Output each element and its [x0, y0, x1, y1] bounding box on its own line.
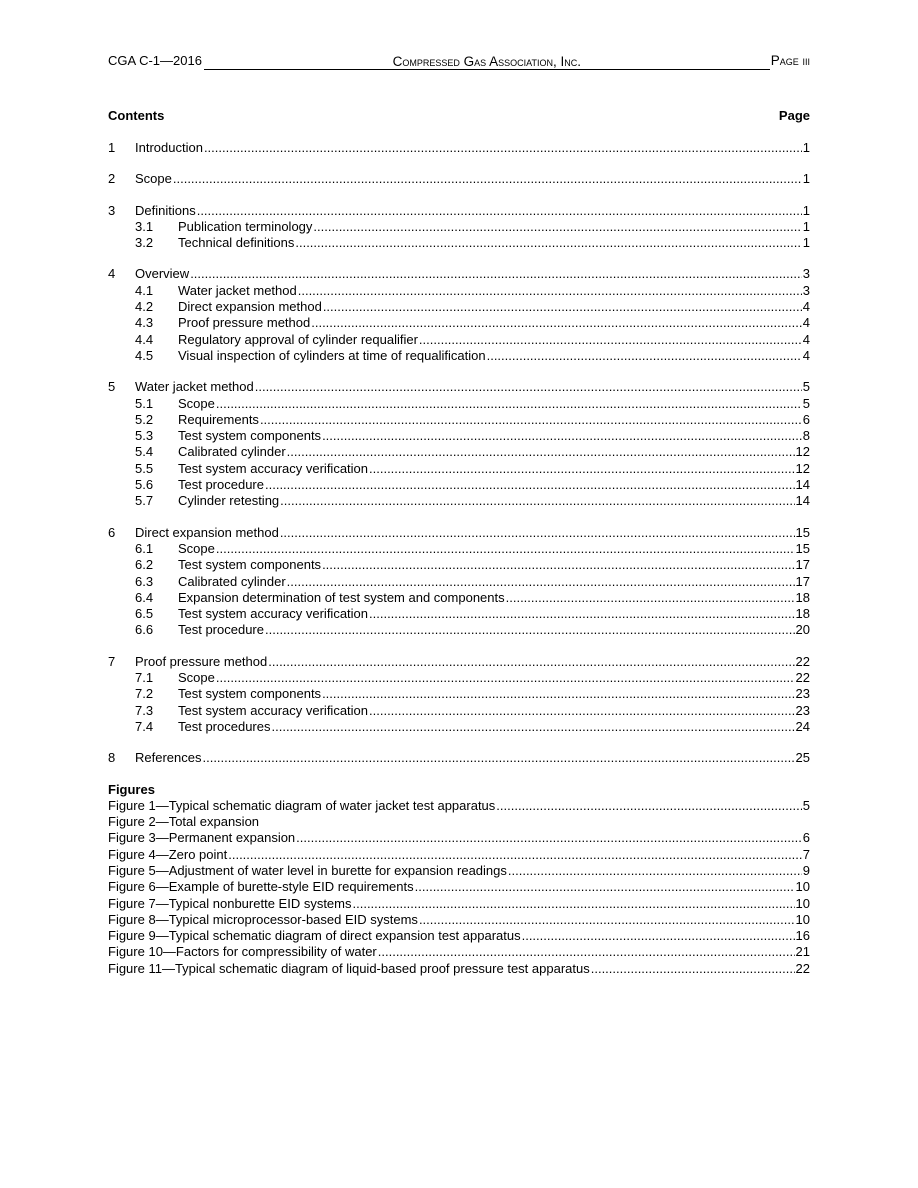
- section-page: 1: [802, 140, 810, 155]
- figure-title: Figure 6—Example of burette-style EID requirements: [108, 879, 414, 895]
- toc-section-entry[interactable]: [108, 379, 810, 395]
- toc-subsection-entry[interactable]: [108, 444, 810, 460]
- toc-subsection-entry[interactable]: [108, 541, 810, 557]
- figure-title: Figure 7—Typical nonburette EID systems: [108, 895, 352, 911]
- subsection-page: 1: [802, 235, 810, 251]
- dot-leader: [216, 396, 802, 412]
- dot-leader: [265, 622, 795, 638]
- toc-figure-entry[interactable]: [108, 928, 810, 944]
- dot-leader: [204, 140, 802, 156]
- figure-title: Figure 10—Factors for compressibility of water: [108, 944, 377, 960]
- section-number: 6: [108, 524, 116, 540]
- figure-page: 9: [802, 862, 810, 878]
- toc-subsection-entry[interactable]: [108, 396, 810, 412]
- subsection-number: 4.2: [135, 299, 154, 315]
- section-title: Definitions: [135, 202, 196, 218]
- section-title: Scope: [135, 171, 172, 187]
- subsection-number: 5.2: [135, 411, 154, 427]
- dot-leader: [419, 912, 795, 928]
- subsection-number: 7.4: [135, 718, 154, 734]
- subsection-page: 20: [795, 622, 810, 638]
- subsection-page: 4: [802, 315, 810, 331]
- figure-page: 6: [802, 830, 810, 846]
- dot-leader: [419, 332, 802, 348]
- figure-page: 10: [795, 895, 810, 911]
- dot-leader: [322, 428, 802, 444]
- subsection-title: Test system components: [178, 557, 322, 573]
- dot-leader: [216, 670, 795, 686]
- subsection-number: 5.3: [135, 428, 154, 444]
- subsection-page: 22: [795, 670, 810, 686]
- subsection-title: Scope: [178, 540, 215, 556]
- dot-leader: [173, 171, 802, 187]
- dot-leader: [369, 703, 795, 719]
- subsection-number: 5.4: [135, 444, 154, 460]
- dot-leader: [268, 654, 794, 670]
- toc-subsection-entry[interactable]: [108, 477, 810, 493]
- figure-page: 16: [795, 928, 810, 944]
- toc-subsection-entry[interactable]: [108, 315, 810, 331]
- dot-leader: [322, 686, 794, 702]
- toc-figure-entry[interactable]: [108, 847, 810, 863]
- toc-section-entry[interactable]: [108, 750, 810, 766]
- subsection-page: 24: [795, 718, 810, 734]
- section-page: 5: [802, 379, 810, 395]
- section-number: 8: [108, 750, 116, 766]
- figure-page: 10: [795, 911, 810, 927]
- toc-figure-entry[interactable]: [108, 944, 810, 960]
- subsection-title: Direct expansion method: [178, 299, 322, 315]
- section-page: 1: [802, 171, 810, 187]
- header-organization: Compressed Gas Association, Inc.: [204, 52, 770, 70]
- subsection-title: Requirements: [178, 411, 259, 427]
- subsection-page: 23: [795, 686, 810, 702]
- subsection-number: 3.2: [135, 235, 154, 251]
- toc-section-group: [108, 654, 810, 735]
- figure-title: Figure 5—Adjustment of water level in burette for expansion readings: [108, 862, 507, 878]
- subsection-page: 14: [795, 493, 810, 509]
- subsection-title: Test system accuracy verification: [178, 460, 369, 476]
- dot-leader: [197, 203, 802, 219]
- subsection-number: 6.2: [135, 557, 154, 573]
- dot-leader: [295, 235, 801, 251]
- toc-subsection-entry[interactable]: [108, 412, 810, 428]
- dot-leader: [323, 299, 802, 315]
- subsection-page: 23: [795, 702, 810, 718]
- subsection-page: 12: [795, 460, 810, 476]
- subsection-page: 4: [802, 299, 810, 315]
- subsection-page: 18: [795, 606, 810, 622]
- toc-figure-entry[interactable]: [108, 879, 810, 895]
- section-number: 7: [108, 653, 116, 669]
- subsection-number: 6.6: [135, 622, 154, 638]
- dot-leader: [522, 928, 795, 944]
- figure-title: Figure 9—Typical schematic diagram of direct expansion test apparatus: [108, 928, 521, 944]
- contents-heading: Contents: [108, 108, 165, 123]
- toc-subsection-entry[interactable]: [108, 703, 810, 719]
- subsection-number: 7.3: [135, 702, 154, 718]
- toc-subsection-entry[interactable]: [108, 428, 810, 444]
- subsection-number: 4.5: [135, 347, 154, 363]
- dot-leader: [272, 719, 795, 735]
- toc-section-group: [108, 525, 810, 639]
- dot-leader: [287, 444, 795, 460]
- subsection-title: Regulatory approval of cylinder requalifier: [178, 331, 418, 347]
- subsection-title: Test procedure: [178, 622, 264, 638]
- subsection-title: Expansion determination of test system and components: [178, 589, 505, 605]
- subsection-title: Calibrated cylinder: [178, 444, 286, 460]
- dot-leader: [190, 266, 802, 282]
- section-page: 1: [802, 202, 810, 218]
- toc-section-entry[interactable]: [108, 140, 810, 156]
- subsection-number: 7.2: [135, 686, 154, 702]
- figure-page: 10: [795, 879, 810, 895]
- dot-leader: [313, 219, 801, 235]
- dot-leader: [255, 379, 802, 395]
- subsection-title: Test system components: [178, 428, 322, 444]
- subsection-title: Calibrated cylinder: [178, 573, 286, 589]
- toc-section-entry[interactable]: [108, 203, 810, 219]
- subsection-page: 17: [795, 573, 810, 589]
- dot-leader: [260, 412, 802, 428]
- dot-leader: [298, 283, 802, 299]
- subsection-page: 15: [795, 540, 810, 556]
- section-number: 1: [108, 140, 116, 155]
- subsection-title: Test system accuracy verification: [178, 702, 369, 718]
- subsection-page: 14: [795, 477, 810, 493]
- toc-subsection-entry[interactable]: [108, 606, 810, 622]
- toc-section-group: [108, 140, 810, 156]
- section-page: 22: [795, 653, 810, 669]
- toc-figure-entry[interactable]: [108, 912, 810, 928]
- toc-figure-entry[interactable]: [108, 798, 810, 814]
- dot-leader: [265, 477, 795, 493]
- subsection-title: Test system accuracy verification: [178, 606, 369, 622]
- toc-subsection-entry[interactable]: [108, 493, 810, 509]
- table-of-contents: [108, 140, 810, 977]
- subsection-page: 4: [802, 347, 810, 363]
- dot-leader: [280, 493, 794, 509]
- dot-leader: [369, 606, 795, 622]
- figure-title: Figure 11—Typical schematic diagram of liquid-based proof pressure test apparatus: [108, 960, 590, 976]
- toc-figure-entry[interactable]: [108, 896, 810, 912]
- toc-section-group: [108, 266, 810, 364]
- subsection-title: Test procedures: [178, 718, 271, 734]
- dot-leader: [415, 879, 795, 895]
- toc-subsection-entry[interactable]: [108, 574, 810, 590]
- section-page: 15: [795, 524, 810, 540]
- dot-leader: [296, 830, 802, 846]
- subsection-number: 7.1: [135, 670, 154, 686]
- dot-leader: [287, 574, 795, 590]
- section-title: References: [135, 750, 202, 766]
- subsection-page: 3: [802, 282, 810, 298]
- toc-subsection-entry[interactable]: [108, 670, 810, 686]
- page-column-heading: Page: [778, 108, 810, 123]
- dot-leader: [228, 847, 802, 863]
- subsection-number: 6.5: [135, 606, 154, 622]
- subsection-title: Cylinder retesting: [178, 493, 280, 509]
- subsection-number: 5.1: [135, 395, 154, 411]
- section-number: 5: [108, 379, 116, 395]
- subsection-page: 12: [795, 444, 810, 460]
- figure-page: 7: [802, 846, 810, 862]
- subsection-title: Test procedure: [178, 477, 264, 493]
- subsection-number: 5.5: [135, 460, 154, 476]
- figures-heading: Figures: [108, 781, 155, 797]
- section-page: 3: [802, 266, 810, 282]
- figure-page: 5: [802, 797, 810, 813]
- toc-figure-entry[interactable]: [108, 863, 810, 879]
- dot-leader: [508, 863, 802, 879]
- toc-subsection-entry[interactable]: [108, 283, 810, 299]
- section-number: 3: [108, 202, 116, 218]
- figure-page: 21: [795, 944, 810, 960]
- section-title: Water jacket method: [135, 379, 254, 395]
- subsection-title: Test system components: [178, 686, 322, 702]
- subsection-title: Technical definitions: [178, 235, 295, 251]
- toc-subsection-entry[interactable]: [108, 219, 810, 235]
- figure-title: Figure 3—Permanent expansion: [108, 830, 296, 846]
- toc-section-entry[interactable]: [108, 525, 810, 541]
- toc-section-group: [108, 203, 810, 252]
- toc-section-group: [108, 750, 810, 766]
- section-number: 4: [108, 266, 116, 282]
- section-number: 2: [108, 171, 116, 187]
- toc-subsection-entry[interactable]: [108, 299, 810, 315]
- toc-subsection-entry[interactable]: [108, 461, 810, 477]
- dot-leader: [369, 461, 795, 477]
- toc-section-entry[interactable]: [108, 171, 810, 187]
- figure-title: Figure 1—Typical schematic diagram of water jacket test apparatus: [108, 797, 496, 813]
- subsection-number: 5.7: [135, 493, 154, 509]
- header-page-number: Page iii: [770, 53, 810, 68]
- subsection-number: 6.3: [135, 573, 154, 589]
- toc-figure-entry[interactable]: [108, 830, 810, 846]
- dot-leader: [487, 348, 802, 364]
- toc-subsection-entry[interactable]: [108, 332, 810, 348]
- toc-subsection-entry[interactable]: [108, 719, 810, 735]
- subsection-title: Publication terminology: [178, 218, 313, 234]
- section-page: 25: [795, 750, 810, 766]
- header-doc-id: CGA C-1—2016: [108, 53, 202, 68]
- dot-leader: [496, 798, 801, 814]
- figure-title: Figure 8—Typical microprocessor-based EID systems: [108, 911, 418, 927]
- toc-subsection-entry[interactable]: [108, 557, 810, 573]
- section-title: Overview: [135, 266, 190, 282]
- dot-leader: [506, 590, 795, 606]
- subsection-number: 6.1: [135, 540, 154, 556]
- subsection-page: 1: [802, 218, 810, 234]
- dot-leader: [591, 961, 795, 977]
- subsection-number: 4.3: [135, 315, 154, 331]
- dot-leader: [216, 541, 795, 557]
- dot-leader: [202, 750, 794, 766]
- contents-heading-row: [108, 108, 810, 123]
- toc-section-group: [108, 379, 810, 509]
- dot-leader: [322, 557, 794, 573]
- subsection-title: Scope: [178, 670, 215, 686]
- toc-figure-entry[interactable]: [108, 814, 810, 830]
- toc-section-group: [108, 171, 810, 187]
- figure-title: Figure 4—Zero point: [108, 846, 228, 862]
- subsection-number: 3.1: [135, 218, 154, 234]
- toc-figure-entry[interactable]: [108, 961, 810, 977]
- subsection-page: 8: [802, 428, 810, 444]
- toc-subsection-entry[interactable]: [108, 590, 810, 606]
- subsection-title: Proof pressure method: [178, 315, 311, 331]
- section-title: Introduction: [135, 140, 203, 155]
- dot-leader: [353, 896, 795, 912]
- dot-leader: [311, 315, 802, 331]
- subsection-number: 4.1: [135, 282, 154, 298]
- toc-section-entry[interactable]: [108, 654, 810, 670]
- toc-subsection-entry[interactable]: [108, 686, 810, 702]
- subsection-page: 6: [802, 411, 810, 427]
- figure-title: Figure 2—Total expansion: [108, 814, 260, 830]
- subsection-title: Scope: [178, 395, 215, 411]
- subsection-title: Visual inspection of cylinders at time of requalification: [178, 347, 486, 363]
- section-title: Proof pressure method: [135, 653, 268, 669]
- toc-subsection-entry[interactable]: [108, 235, 810, 251]
- subsection-page: 4: [802, 331, 810, 347]
- subsection-page: 18: [795, 589, 810, 605]
- toc-section-entry[interactable]: [108, 266, 810, 282]
- subsection-number: 5.6: [135, 477, 154, 493]
- subsection-number: 4.4: [135, 331, 154, 347]
- figure-page: 22: [795, 960, 810, 976]
- subsection-page: 5: [802, 395, 810, 411]
- page-header: [108, 52, 810, 70]
- subsection-number: 6.4: [135, 589, 154, 605]
- section-title: Direct expansion method: [135, 524, 279, 540]
- dot-leader: [280, 525, 795, 541]
- toc-subsection-entry[interactable]: [108, 622, 810, 638]
- dot-leader: [378, 944, 795, 960]
- subsection-title: Water jacket method: [178, 282, 297, 298]
- toc-subsection-entry[interactable]: [108, 348, 810, 364]
- subsection-page: 17: [795, 557, 810, 573]
